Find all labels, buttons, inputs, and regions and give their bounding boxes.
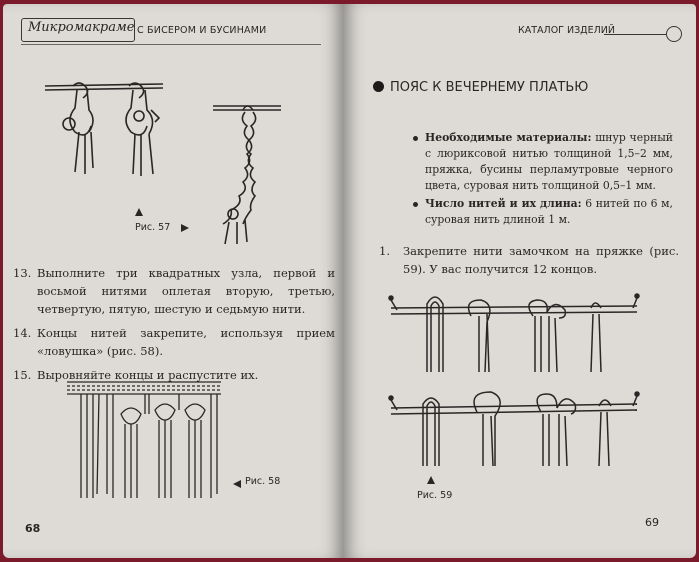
circle-ornament-icon bbox=[666, 26, 682, 42]
header-rule bbox=[21, 44, 321, 45]
bullet-icon bbox=[373, 81, 384, 92]
page-number-left: 68 bbox=[25, 522, 41, 535]
series-logo-text: Микромакраме bbox=[28, 20, 135, 35]
figure-57-illustration bbox=[33, 76, 293, 246]
arrow-right-icon bbox=[181, 224, 189, 232]
steps-list bbox=[13, 264, 335, 390]
step-text: Выполните три квадратных узла, первой и восьмой нитями оплетая вторую, третью, четвертую, пятую, шестую и седьмую нити. bbox=[37, 266, 335, 316]
step-text: Концы нитей закрепите, используя прием «ловушка» (рис. 58). bbox=[37, 326, 335, 358]
page-number-right: 69 bbox=[645, 516, 659, 529]
step-1 bbox=[379, 242, 679, 284]
step-number: 14. bbox=[13, 326, 32, 340]
arrow-up-icon bbox=[135, 208, 143, 216]
step-number: 1. bbox=[379, 244, 390, 258]
threads-label: Число нитей и их длина: bbox=[425, 197, 582, 210]
figure-57 bbox=[33, 76, 293, 250]
left-page-header bbox=[21, 16, 331, 46]
threads-text: 6 нитей по 6 м, суровая нить длиной 1 м. bbox=[425, 197, 673, 226]
section-title bbox=[373, 80, 588, 95]
figure-57-caption: Рис. 57 bbox=[135, 222, 171, 233]
materials-list bbox=[413, 130, 673, 230]
materials-text: шнур черный с люриксовой нитью толщиной 1,5–2 мм, пряжка, бусины перламутровые черного цвета, суровая нить толщиной 0,5–1 мм. bbox=[425, 131, 673, 192]
list-item bbox=[413, 196, 673, 228]
figure-59-illustration bbox=[383, 286, 645, 476]
right-page bbox=[343, 4, 696, 558]
figure-58-illustration bbox=[61, 374, 231, 504]
list-item bbox=[13, 264, 335, 318]
arrow-up-icon bbox=[427, 476, 435, 484]
step-number: 13. bbox=[13, 266, 32, 280]
materials-label: Необходимые материалы: bbox=[425, 131, 592, 144]
series-title: С БИСЕРОМ И БУСИНАМИ bbox=[137, 25, 267, 36]
list-item bbox=[413, 130, 673, 194]
series-logo bbox=[21, 18, 135, 42]
left-page bbox=[3, 4, 343, 558]
list-item bbox=[13, 324, 335, 360]
section-title-text: ПОЯС К ВЕЧЕРНЕМУ ПЛАТЬЮ bbox=[390, 80, 589, 95]
figure-59-caption: Рис. 59 bbox=[417, 490, 453, 501]
catalog-title: КАТАЛОГ ИЗДЕЛИЙ bbox=[518, 25, 615, 36]
figure-58-caption: Рис. 58 bbox=[245, 476, 281, 487]
arrow-left-icon bbox=[233, 480, 241, 488]
header-rule bbox=[604, 34, 666, 35]
step-text: Выровняйте концы и распустите их. bbox=[37, 368, 259, 382]
list-item bbox=[379, 242, 679, 278]
step-number: 15. bbox=[13, 368, 32, 382]
figure-59 bbox=[383, 286, 645, 501]
step-text: Закрепите нити замочком на пряжке (рис. 59). У вас получится 12 концов. bbox=[403, 244, 679, 276]
right-page-header bbox=[518, 18, 688, 42]
